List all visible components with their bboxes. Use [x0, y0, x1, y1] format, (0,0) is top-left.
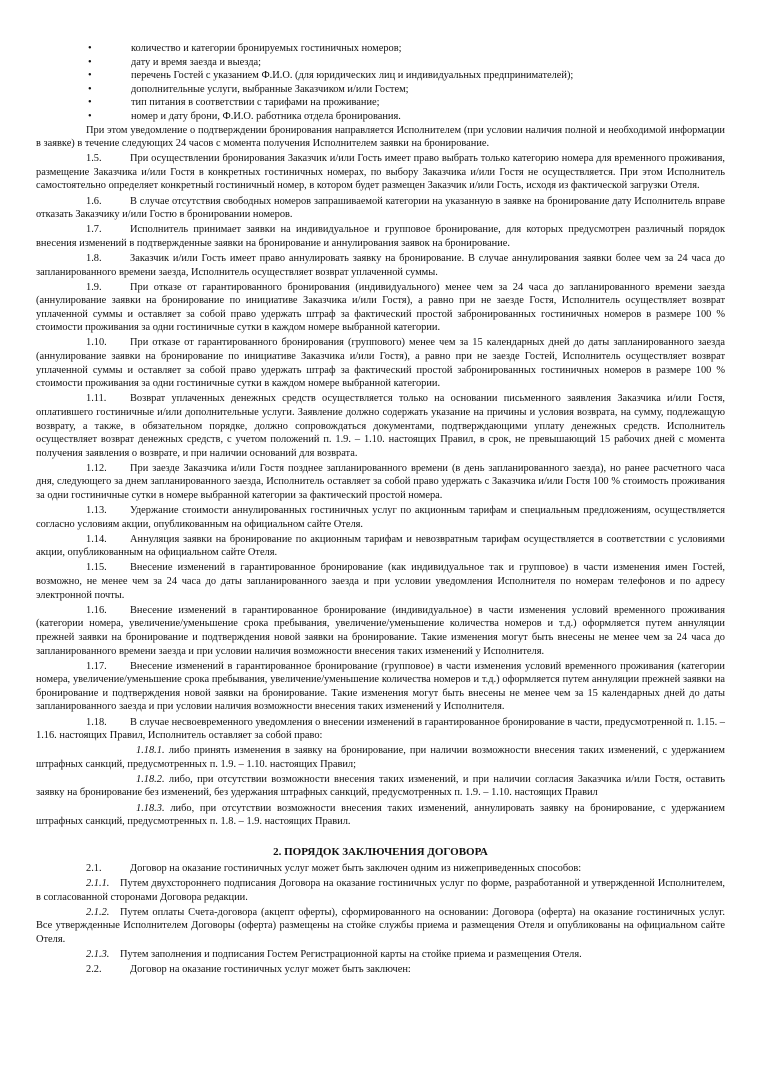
subitem-text: либо, при отсутствии возможности внесения таких изменений, и при наличии согласия Заказчика и/или Гостя, оставить заявку на бронирование без изменений, без удержания штрафных санкций, предусмотренных п. 1.9. – 1.10. настоящих Правил	[36, 773, 725, 799]
clause-2-1-1	[36, 877, 725, 904]
paragraph-text: Договор на оказание гостиничных услуг может быть заключен:	[130, 964, 411, 975]
paragraph-text: Внесение изменений в гарантированное бронирование (индивидуальное) в части изменения условий временного проживания (категории номера, увеличение/уменьшение срока пребывания, увеличение/уменьшение количества номеров и т.д.) оформляется путем аннуляции прежней заявки на бронирование и подтверждения новой заявки на бронирование. Такие изменения могут быть внесены не менее чем за 24 часа до запланированного времени заезда и при условии наличия возможности внесения таких изменений у Исполнителя.	[36, 604, 725, 657]
bullet-icon: •	[88, 70, 92, 82]
subitem-1-18-3	[36, 802, 725, 829]
clause-number: 1.14.	[86, 533, 107, 545]
paragraph-text: При осуществлении бронирования Заказчик и/или Гость имеет право выбрать только категорию номера для временного проживания, размещение Заказчика и/или Гостя в конкретных гостиничных номерах, по выбору Заказчика и/или Гостя не осуществляется. При этом Исполнитель самостоятельно определяет конкретный гостиничный номер, в котором будет размещен Заказчик и/или Гость, исходя из фактической загрузки Отеля.	[36, 153, 725, 192]
bullet-icon: •	[88, 97, 92, 109]
bullet-text: количество и категории бронируемых гостиничных номеров;	[131, 43, 402, 54]
subclause-number: 1.18.2.	[136, 773, 165, 785]
list-item	[36, 83, 725, 97]
paragraph-text: Договор на оказание гостиничных услуг может быть заключен одним из нижеприведенных способов:	[130, 862, 582, 874]
bullet-text: номер и дату брони, Ф.И.О. работника отдела бронирования.	[131, 110, 401, 122]
list-item	[36, 42, 725, 56]
bullet-text: дату и время заезда и выезда;	[131, 56, 262, 68]
subitem-1-18-2	[36, 773, 725, 800]
paragraph-1-10	[36, 336, 725, 390]
clause-number: 1.7.	[86, 224, 102, 236]
paragraph-1-5	[36, 152, 725, 193]
paragraph-text: Удержание стоимости аннулированных гостиничных услуг по акционным тарифам и специальным предложениям, осуществляется согласно условиям акции, опубликованным на официальном сайте Отеля.	[36, 505, 725, 530]
clause-2-1-3	[36, 948, 725, 962]
paragraph-1-15	[36, 561, 725, 602]
paragraph-1-16	[36, 604, 725, 658]
subclause-number: 2.1.1.	[86, 877, 110, 889]
clause-2-1	[36, 862, 725, 876]
clause-number: 1.10.	[86, 337, 107, 349]
paragraph-text: Путем оплаты Счета-договора (акцепт оферты), сформированного на основании: Договора (оферта) на оказание гостиничных услуг. Все утвержденные Исполнителем Договоры (оферта) размещены на стойке службы приема и размещения Отеля и опубликованы на официальном сайте Отеля.	[36, 906, 725, 945]
paragraph-1-14	[36, 533, 725, 560]
paragraph-text: В случае отсутствия свободных номеров запрашиваемой категории на указанную в заявке на бронирование дату Исполнитель вправе отказать Заказчику и/или Гостю в бронировании номеров.	[36, 195, 725, 221]
bullet-text: дополнительные услуги, выбранные Заказчиком и/или Гостем;	[131, 83, 409, 95]
clause-number: 1.5.	[86, 153, 102, 165]
subitem-text: либо принять изменения в заявку на бронирование, при наличии возможности внесения таких изменений, с удержанием штрафных санкций, предусмотренных п. 1.9. – 1.10. настоящих Правил;	[36, 745, 725, 770]
paragraph-text: Внесение изменений в гарантированное бронирование (групповое) в части изменения условий временного проживания (категории номера, увеличение/уменьшение срока пребывания, увеличение/уменьшение количества номеров и т.д.) оформляется путем аннуляции прежней заявки на бронирование и подтверждения новой заявки на бронирование. Такие изменения могут быть внесены не менее чем за 15 календарных дней до даты запланированного заезда и при условии наличия возможности внесения таких изменений у Исполнителя.	[36, 660, 725, 713]
paragraph-1-13	[36, 504, 725, 531]
paragraph	[36, 124, 725, 151]
subclause-number: 1.18.1.	[136, 745, 165, 757]
list-item	[36, 69, 725, 83]
paragraph-text: При заезде Заказчика и/или Гостя позднее запланированного времени (в день запланированного заезда), но ранее расчетного часа дня, следующего за днем запланированного заезда, Исполнитель оставляет за собой право удержать с Заказчика и/или Гостя 100 % стоимость проживания за одни гостиничные сутки в номере выбранной категории за фактический простой номера.	[36, 462, 725, 501]
subitem-text: либо, при отсутствии возможности внесения таких изменений, аннулировать заявку на бронирование, с удержанием штрафных санкций, предусмотренных п. 1.8. – 1.9. настоящих Правил.	[36, 802, 725, 828]
bullet-icon: •	[88, 110, 92, 122]
clause-number: 2.1.	[86, 862, 102, 874]
clause-number: 2.2.	[86, 964, 102, 975]
paragraph-text: Внесение изменений в гарантированное бронирование (как индивидуальное так и групповое) в части изменения имен Гостей, возможно, не менее чем за 24 часа до даты запланированного заезда и при условии уведомления Исполнителя по номерам телефонов и по адресу электронной почты.	[36, 562, 725, 601]
bullet-icon: •	[88, 56, 92, 68]
list-item	[36, 96, 725, 110]
clause-2-2	[36, 963, 725, 977]
paragraph-text: Аннуляция заявки на бронирование по акционным тарифам и невозвратным тарифам осуществляется в соответствии с условиями акции, опубликованным на официальном сайте Отеля.	[36, 533, 725, 559]
clause-number: 1.12.	[86, 462, 107, 474]
spacer	[36, 830, 725, 838]
clause-number: 1.17.	[86, 660, 107, 672]
clause-number: 1.18.	[86, 716, 107, 728]
paragraph-1-8	[36, 252, 725, 279]
bullet-list	[36, 42, 725, 124]
clause-number: 1.16.	[86, 604, 107, 616]
section-heading: 2. ПОРЯДОК ЗАКЛЮЧЕНИЯ ДОГОВОРА	[273, 846, 488, 859]
subclause-number: 2.1.2.	[86, 906, 110, 918]
subclause-number: 2.1.3.	[86, 948, 110, 960]
clause-number: 1.9.	[86, 281, 102, 293]
clause-number: 1.11.	[86, 393, 107, 405]
paragraph-text: Заказчик и/или Гость имеет право аннулировать заявку на бронирование. В случае аннулирования заявки более чем за 24 часа до запланированного времени заезда, Исполнитель осуществляет возврат уплаченной суммы.	[36, 252, 725, 278]
list-item	[36, 56, 725, 70]
paragraph-text: Исполнитель принимает заявки на индивидуальное и групповое бронирование, для которых предусмотрен различный порядок внесения изменений в подтвержденные заявки на бронирование и аннулирования заявок на бронирование.	[36, 224, 725, 249]
paragraph-text: Путем заполнения и подписания Гостем Регистрационной карты на стойке приема и размещения Отеля.	[120, 948, 582, 960]
paragraph-1-6	[36, 195, 725, 222]
paragraph-1-18	[36, 716, 725, 743]
paragraph-text: Возврат уплаченных денежных средств осуществляется только на основании письменного заявления Заказчика и/или Гостя, оплатившего гостиничные и/или дополнительные услуги. Заявление должно содержать указание на причины и условия возврата, на сумму, подлежащую возврату, а также, в обязательном порядке, должно сопровождаться документами, подтверждающими уплату денежных средств. Исполнитель осуществляет возврат денежных средств, с учетом положений п. 1.9. – 1.10. настоящих Правил, в срок, не превышающий 15 рабочих дней с момента получения заявления о возврате, и при наличии оснований для возврата.	[36, 393, 725, 459]
bullet-icon: •	[88, 43, 92, 54]
bullet-text: тип питания в соответствии с тарифами на проживание;	[131, 97, 380, 109]
clause-number: 1.8.	[86, 252, 102, 264]
bullet-icon: •	[88, 83, 92, 95]
paragraph-text: При отказе от гарантированного бронирования (индивидуального) менее чем за 24 часа до запланированного времени заезда (аннулирование заявки на бронирование по инициативе Заказчика и/или Гостя), а равно при не заезде Гостя, Исполнитель осуществляет возврат уплаченной суммы и оставляет за собой право удержать штраф за фактический простой забронированных гостиничных номеров в размере 100 % стоимости проживания за одни гостиничные сутки в каждом номере выбранной категории.	[36, 281, 725, 334]
paragraph-text: В случае несвоевременного уведомления о внесении изменений в гарантированное бронирование в части, предусмотренной п. 1.15. – 1.16. настоящих Правил, Исполнитель оставляет за собой право:	[36, 716, 725, 742]
paragraph-1-11	[36, 392, 725, 460]
paragraph-text: При отказе от гарантированного бронирования (группового) менее чем за 15 календарных дней до даты запланированного заезда (аннулирование заявки на бронирование по инициативе Заказчика и/или Гостя), а равно при не заезде Гостей, Исполнитель осуществляет возврат уплаченной суммы и оставляет за собой право удержать штраф за фактический простой забронированных гостиничных номеров в размере 100 % стоимости проживания за одни гостиничные сутки в каждом номере выбранной категории.	[36, 337, 725, 390]
clause-number: 1.13.	[86, 505, 107, 517]
bullet-text: перечень Гостей с указанием Ф.И.О. (для юридических лиц и индивидуальных предпринимателей);	[131, 70, 574, 82]
paragraph-1-7	[36, 223, 725, 250]
clause-number: 1.6.	[86, 195, 102, 207]
paragraph-text: При этом уведомление о подтверждении бронирования направляется Исполнителем (при условии наличия полной и необходимой информации в заявке) в течение следующих 24 часов с момента получения Исполнителем заявки на бронирование.	[36, 124, 725, 150]
paragraph-text: Путем двухстороннего подписания Договора на оказание гостиничных услуг по форме, разработанной и утвержденной Исполнителем, в согласованной сторонами Договора редакции.	[36, 877, 725, 903]
subitem-1-18-1	[36, 744, 725, 771]
clause-2-1-2	[36, 906, 725, 947]
paragraph-1-12	[36, 462, 725, 503]
subclause-number: 1.18.3.	[136, 802, 165, 814]
clause-number: 1.15.	[86, 562, 107, 574]
list-item	[36, 110, 725, 124]
paragraph-1-17	[36, 660, 725, 714]
paragraph-1-9	[36, 281, 725, 335]
